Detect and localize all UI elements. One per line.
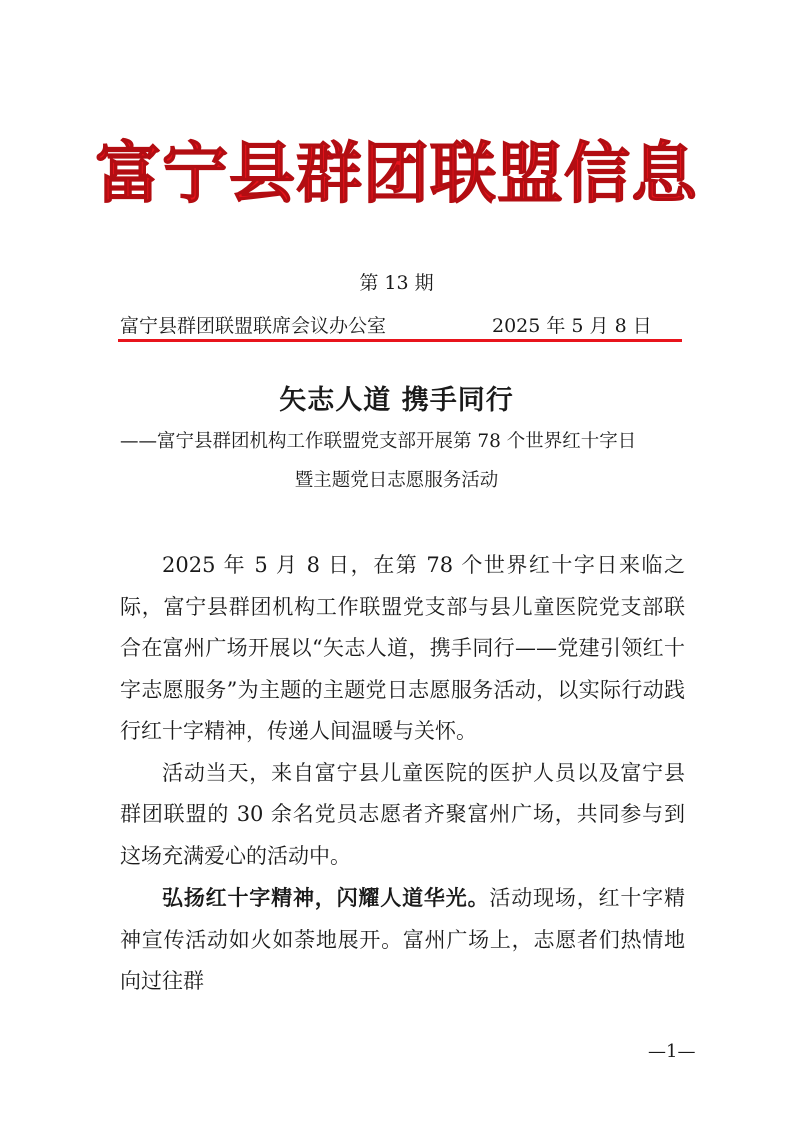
issue-number: 第 13 期 xyxy=(359,272,434,294)
article-subtitle-line-1: ——富宁县群团机构工作联盟党支部开展第 78 个世界红十字日 xyxy=(120,431,637,452)
article-title: 矢志人道 携手同行 xyxy=(279,385,514,416)
article-body xyxy=(120,545,685,1003)
paragraph-text: 活动当天，来自富宁县儿童医院的医护人员以及富宁县群团联盟的 30 余名党员志愿者齐聚富州广场，共同参与到这场充满爱心的活动中。 xyxy=(120,760,685,868)
masthead-title: 富宁县群团联盟信息 xyxy=(95,134,698,212)
red-divider xyxy=(118,339,682,342)
paragraph-text: 2025 年 5 月 8 日，在第 78 个世界红十字日来临之际，富宁县群团机构工作联盟党支部与县儿童医院党支部联合在富州广场开展以“矢志人道，携手同行——党建引领红十字志愿服务”为主题的主题党日志愿服务活动，以实际行动践行红十字精神，传递人间温暖与关怀。 xyxy=(120,553,685,743)
paragraph-text: 活动现场，红十字精神宣传活动如火如荼地展开。富州广场上，志愿者们热情地向过往群 xyxy=(120,886,685,993)
paragraph xyxy=(120,545,685,753)
issuer-row xyxy=(120,311,680,341)
paragraph-lead: 弘扬红十字精神，闪耀人道华光。 xyxy=(162,885,490,910)
paragraph xyxy=(120,877,685,1003)
paragraph xyxy=(120,753,685,878)
page-number: —1— xyxy=(648,1041,696,1062)
article-subtitle-line-2: 暨主题党日志愿服务活动 xyxy=(294,470,499,491)
issue-date: 2025 年 5 月 8 日 xyxy=(492,315,652,337)
issuer-office: 富宁县群团联盟联席会议办公室 xyxy=(120,315,387,337)
